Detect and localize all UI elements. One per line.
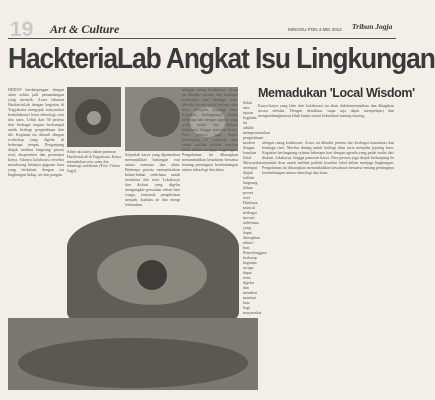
column-6-text: sebagai ruang kolaborasi. Acara ini dihadiri peserta dari berbagai komunitas dan lembaga riset. Mereka datang untuk berbagi ilmu serta menjalin jejaring baru. Kegiatan berlangsung selama beberapa hari dengan agenda yang padat mulai dari diskusi, lokakarya, hingga pameran karya. Para peserta juga diajak berkunjung ke sejumlah desa untuk melihat praktik kearifan lokal dalam menjaga lingkungan. Pengalaman ini diharapkan menumbuhkan kesadaran bersama tentang pentingnya keseimbangan antara teknologi dan alam. xyxy=(262,140,394,175)
article-column-3a xyxy=(182,87,238,212)
article-column-4 xyxy=(243,100,270,390)
column-1-text: IHIDUP berdampingan dengan alam selalu jadi pemandangan yang menarik. Acara tahunan HackteriaLab dengan kegiatan di Yogyakarta mengajak masyarakat berkolaborasi lewat teknologi, seni dan sains. Lebih dari 50 peserta dari berbagai negara berkumpul untuk berbagi pengetahuan dan ide. Kegiatan ini diawali dengan workshop yang digelar di beberapa tempat. Pengunjung diajak melihat langsung proses riset, eksperimen dan presentasi karya. Adanya kolaborasi tersebut mendorong lahirnya gagasan baru yang berkaitan dengan isu lingkungan hidup, air dan pangan. xyxy=(8,87,64,177)
dateline: MINGGU PON 4 MEI 2014 xyxy=(288,27,342,32)
caption-left: Salah satu karya dalam pameran HackteriaLab di Yogyakarta. Karya memadukan seni, sains dan teknologi sederhana. (Foto: Tribun Jogja) xyxy=(67,150,121,174)
headline: HackteriaLab Angkat Isu Lingkungan xyxy=(8,43,435,75)
column-2-text: Sejumlah karya yang dipamerkan menunjukkan hubungan erat antara manusia dan alam. Beberapa peserta memanfaatkan bahan-bahan sederhana untuk membuat alat riset. Lokakarya dan diskusi yang digelar mengangkat persoalan sehari-hari warga, termasuk pengelolaan sampah, kualitas air dan energi terbarukan. xyxy=(125,152,180,207)
photo-equipment xyxy=(67,87,121,147)
photo-group xyxy=(8,318,258,390)
column-4-text: Salah satu tujuan kegiatan ini adalah mempertemukan pengetahuan modern dengan kearifan lokal. Masyarakat setempat diajak terlibat langsung dalam proses riset. Hasilnya, muncul berbagai inovasi sederhana yang dapat diterapkan sehari-hari. Penyelenggara berharap kegiatan serupa dapat terus digelar dan memberi manfaat luas bagi masyarakat. xyxy=(243,100,270,315)
photo-workshop xyxy=(67,215,239,323)
page-number: 19 xyxy=(10,18,34,41)
newspaper-brand: Tribun Jogja xyxy=(352,22,393,31)
subheadline: Memadukan 'Local Wisdom' xyxy=(258,86,415,100)
column-5-text: Karya-karya yang lahir dari kolaborasi ini akan didokumentasikan dan dibagikan secara terbuka. Dengan demikian, siapa saja dapat mempelajari dan mengembangkannya lebih lanjut sesuai kebutuhan masing-masing. xyxy=(258,103,394,118)
section-title: Art & Culture xyxy=(50,22,120,36)
article-column-2 xyxy=(125,152,180,212)
column-3-text: sebagai ruang kolaborasi. Acara ini dihadiri peserta dari berbagai komunitas dan lembaga riset. Mereka datang untuk berbagi ilmu serta menjalin jejaring baru. Kegiatan berlangsung selama beberapa hari dengan agenda yang padat mulai dari diskusi, lokakarya, hingga pameran karya. Para peserta juga diajak berkunjung ke sejumlah desa untuk melihat praktik kearifan lokal dalam menjaga lingkungan. Pengalaman ini diharapkan menumbuhkan kesadaran bersama tentang pentingnya keseimbangan antara teknologi dan alam. xyxy=(182,87,238,172)
article-column-5 xyxy=(258,103,394,136)
article-column-6 xyxy=(262,140,394,390)
